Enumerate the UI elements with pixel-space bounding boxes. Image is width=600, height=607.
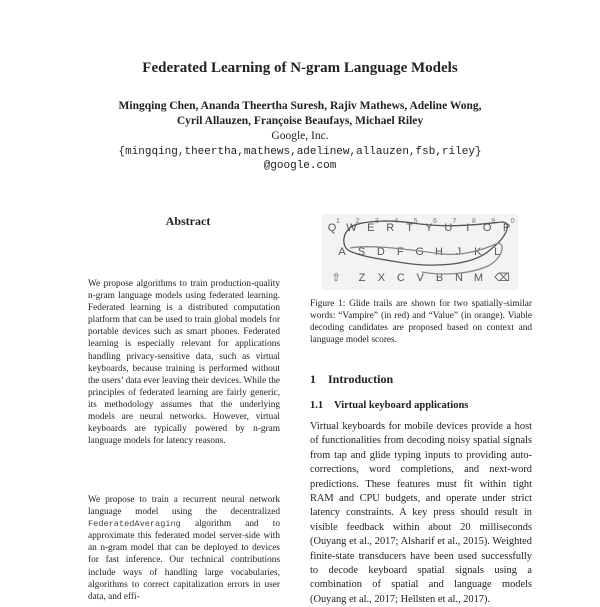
key-digit-6: 6 (433, 218, 437, 225)
key-v: V (416, 272, 424, 284)
key-digit-2: 2 (355, 218, 360, 225)
abstract-paragraph-1: We propose algorithms to train production-quality n-gram language models using federated learning. Federated learning is a distributed computation platform that can be used to train global models for portable devices such as smart phones. Federated learning is especially relevant for applications handling privacy-sensitive data, such as virtual keyboards, because training is performed without the users’ data ever leaving their devices. While the principles of federated learning are fairly generic, its methodology assumes that the underlying models are neural networks. However, virtual keyboards are typically powered by n-gram language models for latency reasons. (88, 279, 280, 447)
key-a: A (338, 246, 346, 258)
key-w: W (346, 222, 357, 234)
key-s: S (357, 246, 366, 258)
intro-paragraph: Virtual keyboards for mobile devices provide a host of functionalities from decoding noisy spatial signals from tap and glide typing inputs to providing auto-corrections, word completions, and next-word predictions. These features must fit within tight RAM and CPU budgets, and operate under strict latency constraints. A key press should result in visible feedback within about 20 milliseconds (Ouyang et al., 2017; Alsharif et al., 2015). Weighted finite-state transducers have been used successfully to decode keyboard spatial signals using a combination of spatial and language models (Ouyang et al., 2017; Hellsten et al., 2017). (310, 421, 532, 605)
affiliation: Google, Inc. (271, 130, 329, 142)
key-f: F (396, 246, 404, 258)
key-digit-8: 8 (471, 218, 476, 225)
subsection-number: 1.1 (310, 400, 324, 411)
key-u: U (444, 222, 453, 234)
key-i: I (466, 222, 470, 234)
federated-averaging-code: FederatedAveraging (88, 519, 181, 530)
key-h: H (435, 246, 443, 258)
key-n: N (455, 272, 463, 284)
key-digit-0: 0 (510, 218, 515, 225)
abstract-p2-text-a: We propose to train a recurrent neural network language model using the decentralized (88, 495, 280, 518)
paper-title: Federated Learning of N-gram Language Models (142, 60, 458, 76)
key-q: Q (327, 222, 337, 234)
key-j: J (455, 246, 462, 258)
emails-line-1: {mingqing,theertha,mathews,adelinew,allauzen,fsb,riley} (118, 146, 482, 158)
key-k: K (474, 246, 482, 258)
backspace-key-icon: ⌫ (494, 272, 510, 284)
key-o: O (482, 222, 492, 234)
key-y: Y (425, 222, 433, 234)
key-d: D (376, 246, 385, 258)
key-e: E (367, 222, 375, 234)
subsection-heading (310, 400, 468, 411)
keyboard-glide-figure (322, 214, 518, 290)
key-c: C (396, 272, 405, 284)
key-x: X (377, 272, 386, 284)
key-t: T (406, 222, 413, 234)
key-z: Z (358, 272, 366, 284)
author-list-line-2: Cyril Allauzen, Françoise Beaufays, Michael Riley (176, 115, 424, 127)
key-digit-9: 9 (491, 218, 496, 225)
section-number: 1 (310, 372, 316, 386)
key-p: P (502, 222, 511, 234)
section-title: Introduction (328, 372, 394, 386)
key-m: M (473, 272, 483, 284)
key-r: R (386, 222, 395, 234)
key-digit-5: 5 (413, 218, 418, 225)
key-digit-3: 3 (374, 218, 379, 225)
key-digit-7: 7 (452, 218, 457, 225)
emails-line-2: @google.com (263, 160, 337, 172)
subsection-title: Virtual keyboard applications (334, 400, 469, 411)
abstract-paragraph-2 (88, 494, 280, 603)
figure-caption: Figure 1: Glide trails are shown for two spatially-similar words: “Vampire” (in red) and “Value” (in orange). Viable decoding candidates are proposed based on context and language model scores. (310, 299, 532, 345)
abstract-heading: Abstract (165, 214, 211, 228)
key-g: G (415, 246, 424, 258)
key-digit-1: 1 (336, 218, 340, 225)
author-list-line-1: Mingqing Chen, Ananda Theertha Suresh, Rajiv Mathews, Adeline Wong, (118, 100, 482, 112)
shift-key-icon: ⇧ (331, 272, 341, 284)
section-heading-introduction (310, 372, 393, 387)
key-digit-4: 4 (394, 218, 399, 225)
author-emails (0, 145, 600, 173)
abstract-p2-text-b: algorithm and to approximate this federated model server-side with an n-gram model that can be deployed to devices for fast inference. Our technical contributions include ways of handling large vocabularies, algorithms to correct capitalization errors in user data, and effi- (88, 519, 280, 602)
key-b: B (435, 272, 444, 284)
key-l: L (494, 246, 501, 258)
